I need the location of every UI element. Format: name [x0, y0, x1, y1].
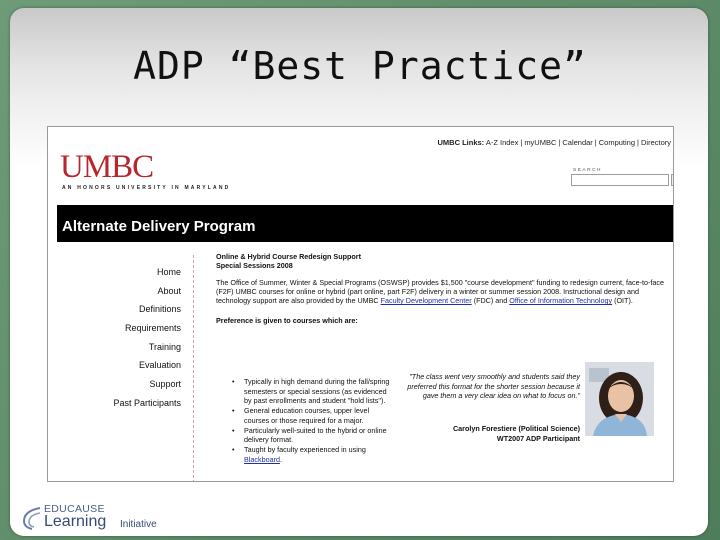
main-content: [216, 252, 664, 325]
umbc-logo[interactable]: UMBC: [60, 149, 154, 185]
list-item: • Particularly well-suited to the hybrid or online delivery format.: [232, 425, 387, 445]
slide-title: ADP “Best Practice”: [133, 44, 587, 88]
testimonial-attribution: [397, 424, 580, 443]
divider: [193, 255, 194, 482]
search-label: SEARCH: [573, 168, 602, 173]
link-blackboard[interactable]: Blackboard: [244, 454, 280, 464]
nav-item-about[interactable]: About: [157, 285, 181, 296]
preference-heading: Preference is given to courses which are:: [216, 315, 358, 325]
preference-list: [216, 377, 396, 464]
participant-photo: [585, 362, 654, 436]
nav-item-evaluation[interactable]: Evaluation: [138, 360, 181, 371]
page-banner: [57, 205, 674, 242]
link-directory[interactable]: Directory: [640, 138, 671, 147]
umbc-links-bar: UMBC Links: A-Z Index | myUMBC | Calendar | Computing | Directory: [437, 138, 671, 147]
list-item: • Taught by faculty experienced in using Blackboard.: [232, 445, 366, 464]
webpage-screenshot: [47, 126, 674, 482]
search-button[interactable]: [671, 174, 674, 186]
content-subheading: Special Sessions 2008: [216, 261, 293, 271]
link-office-of-information-technology[interactable]: Office of Information Technology: [509, 296, 613, 306]
learning-wordmark: Learning: [44, 513, 107, 530]
educause-logo: [20, 503, 190, 533]
link-faculty-development-center[interactable]: Faculty Development Center: [380, 296, 472, 306]
links-label: UMBC Links:: [437, 138, 485, 147]
nav-item-support[interactable]: Support: [149, 379, 181, 390]
nav-item-home[interactable]: Home: [156, 267, 181, 277]
nav-item-past-participants[interactable]: Past Participants: [113, 397, 181, 408]
side-navigation: [57, 267, 181, 417]
testimonial-quote: "The class went very smoothly and students said they preferred this format for the shorter session because it gave them a very clear idea on what to focus on.": [407, 372, 580, 401]
link-computing[interactable]: Computing: [598, 138, 636, 147]
nav-item-requirements[interactable]: Requirements: [124, 323, 181, 334]
link-calendar[interactable]: Calendar: [562, 138, 593, 147]
banner-title: Alternate Delivery Program: [62, 218, 256, 235]
content-heading: Online & Hybrid Course Redesign Support: [216, 252, 361, 261]
intro-paragraph: The Office of Summer, Winter & Special Programs (OSWSP) provides $1,500 "course development" funding to redesign current, face-to-face (F2F) UMBC courses for online or hybrid (part online, part F2F) delivery in a winter or summer session 2008. Instructional design and technology support are also provided by the UMBC Faculty Development Center (FDC) and Office of Information Technology (OIT).: [216, 277, 665, 306]
link-a-z-index[interactable]: A-Z Index: [485, 138, 519, 147]
attribution-role: WT2007 ADP Participant: [496, 433, 580, 443]
logo-tagline: AN HONORS UNIVERSITY IN MARYLAND: [62, 185, 231, 191]
nav-item-definitions[interactable]: Definitions: [138, 304, 181, 315]
link-myumbc[interactable]: myUMBC: [524, 138, 557, 147]
initiative-wordmark: Initiative: [120, 519, 157, 530]
list-item: • General education courses, upper level courses or those required for a major.: [232, 406, 370, 425]
educause-wordmark: EDUCAUSE: [44, 503, 105, 515]
educause-swoosh-icon: [20, 505, 42, 531]
attribution-name: Carolyn Forestiere (Political Science): [452, 424, 580, 433]
search-input[interactable]: [571, 174, 669, 186]
nav-item-training[interactable]: Training: [148, 341, 181, 352]
list-item: • Typically in high demand during the fall/spring semesters or special sessions (as evidenced by past enrollments and student "hold lists").: [232, 377, 390, 406]
